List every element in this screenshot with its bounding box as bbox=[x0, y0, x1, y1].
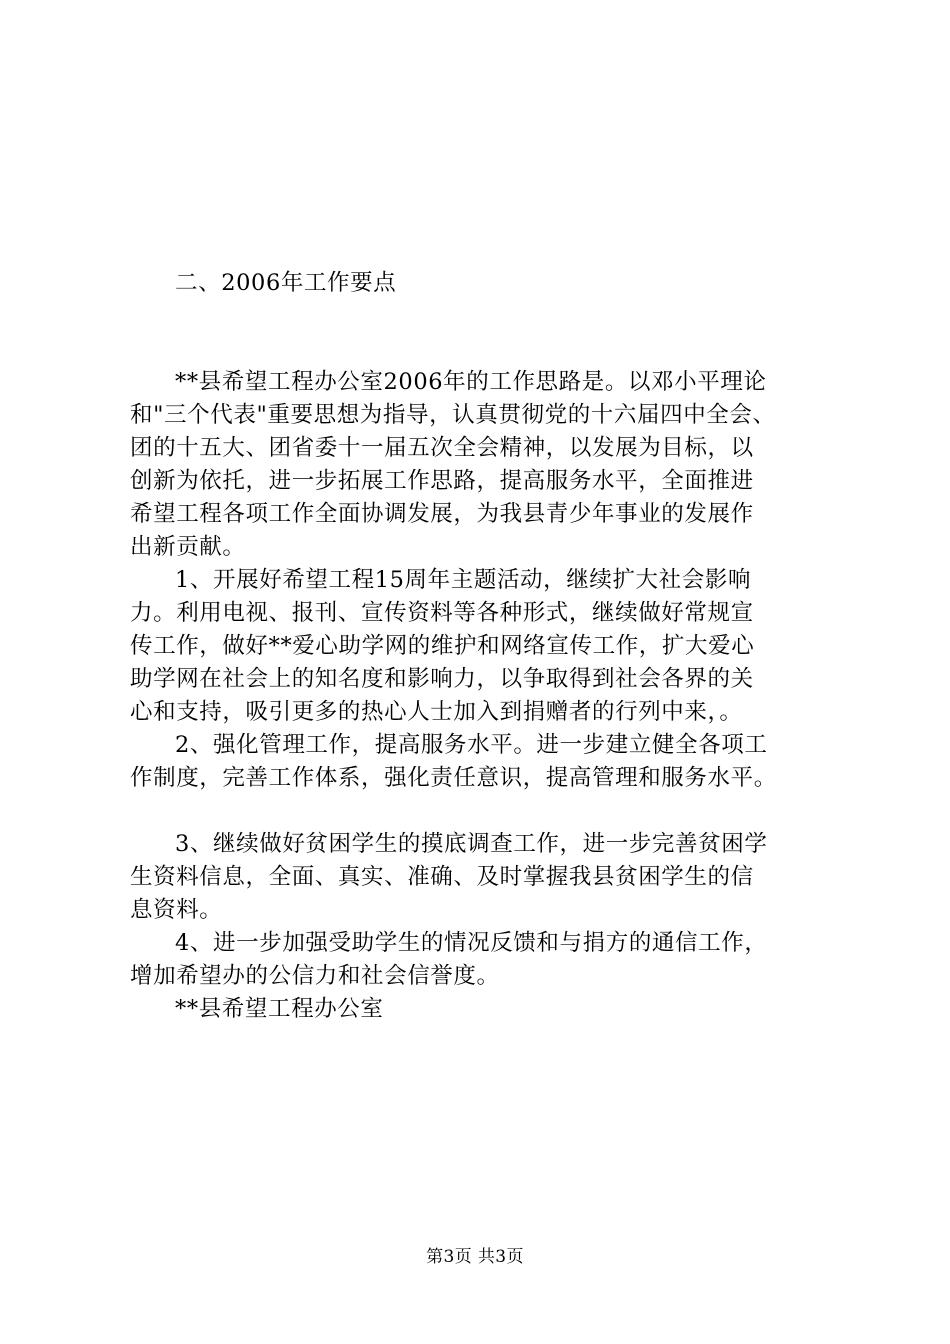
paragraph-line: 团的十五大、团省委十一届五次全会精神，以发展为目标，以 bbox=[130, 435, 754, 461]
paragraph-line: 创新为依托，进一步拓展工作思路，提高服务水平，全面推进 bbox=[130, 468, 754, 494]
paragraph-line: 3、继续做好贫困学生的摸底调查工作，进一步完善贫困学 bbox=[175, 831, 768, 857]
page-number-footer: 第3页 共3页 bbox=[426, 1247, 524, 1267]
document-body bbox=[130, 201, 850, 1026]
section-heading bbox=[130, 201, 850, 366]
paragraph-item-3 bbox=[130, 828, 850, 927]
paragraph-line: 1、开展好希望工程15周年主题活动，继续扩大社会影响 bbox=[175, 567, 752, 593]
paragraph-line: 传工作，做好**爱心助学网的维护和网络宣传工作，扩大爱心 bbox=[130, 633, 755, 659]
signature-block bbox=[130, 993, 850, 1026]
paragraph-line: 生资料信息，全面、真实、准确、及时掌握我县贫困学生的信 bbox=[130, 864, 754, 890]
paragraph-line: 作制度，完善工作体系，强化责任意识，提高管理和服务水平。 bbox=[130, 765, 777, 791]
paragraph-line: **县希望工程办公室2006年的工作思路是。以邓小平理论 bbox=[175, 369, 767, 395]
signature-text: **县希望工程办公室 bbox=[175, 996, 384, 1022]
blank-line bbox=[130, 795, 850, 828]
paragraph-line: 和"三个代表"重要思想为指导，认真贯彻党的十六届四中全会、 bbox=[130, 402, 776, 428]
paragraph-line: 4、进一步加强受助学生的情况反馈和与捐方的通信工作， bbox=[175, 930, 768, 956]
paragraph-line: 助学网在社会上的知名度和影响力，以争取得到社会各界的关 bbox=[130, 666, 754, 692]
paragraph-item-4 bbox=[130, 927, 850, 993]
section-heading-text: 二、2006年工作要点 bbox=[175, 270, 397, 296]
paragraph-line: 2、强化管理工作，提高服务水平。进一步建立健全各项工 bbox=[175, 732, 768, 758]
paragraph-item-1 bbox=[130, 564, 850, 729]
paragraph-line: 心和支持，吸引更多的热心人士加入到捐赠者的行列中来，。 bbox=[130, 699, 743, 725]
paragraph-line: 息资料。 bbox=[130, 897, 223, 923]
paragraph-work-ideas bbox=[130, 366, 850, 564]
paragraph-line: 力。利用电视、报刊、宣传资料等各种形式，继续做好常规宣 bbox=[130, 600, 754, 626]
paragraph-line: 出新贡献。 bbox=[130, 534, 246, 560]
paragraph-line: 增加希望办的公信力和社会信誉度。 bbox=[130, 963, 500, 989]
paragraph-item-2 bbox=[130, 729, 850, 795]
paragraph-line: 希望工程各项工作全面协调发展，为我县青少年事业的发展作 bbox=[130, 501, 754, 527]
